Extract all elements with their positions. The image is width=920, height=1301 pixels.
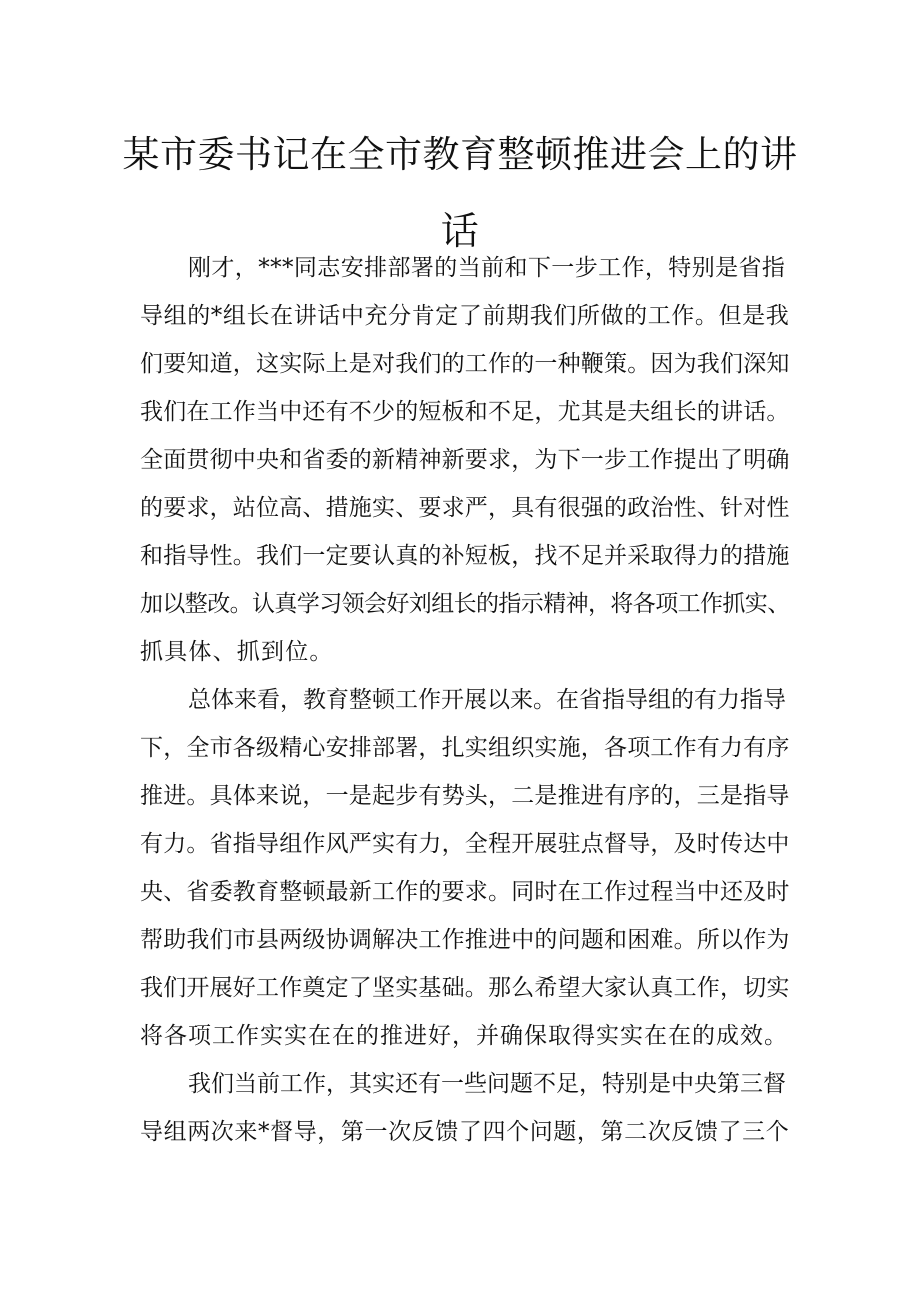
paragraph-1-line-5: 全面贯彻中央和省委的新精神新要求，为下一步工作提出了明确	[140, 447, 790, 473]
paragraph-1-line-7: 和指导性。我们一定要认真的补短板，找不足并采取得力的措施	[140, 543, 790, 569]
paragraph-3-line-1: 我们当前工作，其实还有一些问题不足，特别是中央第三督	[188, 1071, 786, 1097]
paragraph-2-line-3: 推进。具体来说，一是起步有势头，二是推进有序的，三是指导	[140, 783, 790, 809]
paragraph-1-line-9: 抓具体、抓到位。	[140, 639, 334, 665]
paragraph-1-line-6: 的要求，站位高、措施实、要求严，具有很强的政治性、针对性	[140, 495, 790, 521]
paragraph-2-line-6: 帮助我们市县两级协调解决工作推进中的问题和困难。所以作为	[140, 927, 790, 953]
paragraph-3-line-2: 导组两次来*督导，第一次反馈了四个问题，第二次反馈了三个	[140, 1119, 790, 1145]
paragraph-2-line-1: 总体来看，教育整顿工作开展以来。在省指导组的有力指导	[188, 687, 786, 713]
paragraph-2-line-4: 有力。省指导组作风严实有力，全程开展驻点督导，及时传达中	[140, 831, 790, 857]
document-title-line-1: 某市委书记在全市教育整顿推进会上的讲	[122, 133, 798, 176]
paragraph-2-line-2: 下，全市各级精心安排部署，扎实组织实施，各项工作有力有序	[140, 735, 790, 761]
paragraph-2-line-8: 将各项工作实实在在的推进好，并确保取得实实在在的成效。	[140, 1023, 788, 1049]
document-title-line-2: 话	[440, 209, 480, 253]
paragraph-1-line-1: 刚才，***同志安排部署的当前和下一步工作，特别是省指	[188, 255, 786, 281]
paragraph-2-line-7: 我们开展好工作奠定了坚实基础。那么希望大家认真工作，切实	[140, 975, 790, 1001]
paragraph-1-line-8: 加以整改。认真学习领会好刘组长的指示精神，将各项工作抓实、	[140, 591, 790, 617]
paragraph-2-line-5: 央、省委教育整顿最新工作的要求。同时在工作过程当中还及时	[140, 879, 790, 905]
paragraph-1-line-3: 们要知道，这实际上是对我们的工作的一种鞭策。因为我们深知	[140, 351, 790, 377]
paragraph-1-line-4: 我们在工作当中还有不少的短板和不足，尤其是夫组长的讲话。	[140, 399, 790, 425]
paragraph-1-line-2: 导组的*组长在讲话中充分肯定了前期我们所做的工作。但是我	[140, 303, 790, 329]
